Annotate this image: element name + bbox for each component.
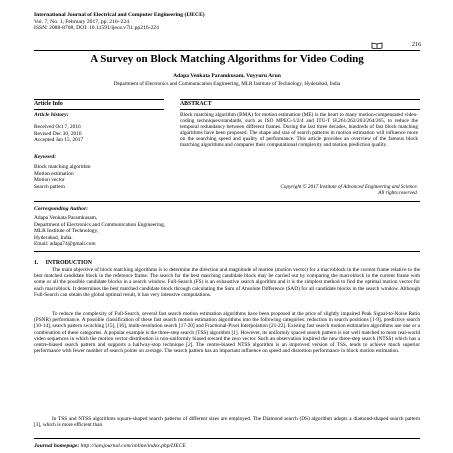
info-bottom-rule xyxy=(34,109,164,110)
abstract-text: Block matching algorithm (BMA) for motion estimation (ME) is the heart to many motion-compensated video-coding techniques/standards, such as ISO MPEG-1/2/4 and ITU-T H.261/262/263/264/265, to reduce the temporal redundancy between different frames. During the last three decades, hundreds of fast block matching algorithms have been proposed. The shape and size of search patterns in motion estimation will influence more on the searching speed and quality of performance. This article provides an overview of the famous block matching algorithms and compares their computational complexity and motion prediction quality. xyxy=(180,112,418,149)
abstract-top-rule xyxy=(180,99,420,100)
journal-header xyxy=(34,12,424,32)
corresponding-label: Corresponding Author: xyxy=(34,206,89,212)
corresponding-top-rule xyxy=(34,201,420,202)
journal-footer: Journal homepage: http://iaesjournal.com/online/index.php/IJECE xyxy=(34,443,186,449)
footer-label: Journal homepage xyxy=(34,443,78,449)
corresponding-line: Hyderabad, India. xyxy=(34,234,73,241)
corresponding-line: Department of Electronics and Communication Engineering, xyxy=(34,221,166,228)
intro-heading: 1. INTRODUCTION xyxy=(34,260,92,266)
copyright-line: Copyright © 2017 Institute of Advanced Engineering and Science. xyxy=(280,184,418,190)
journal-volume: Vol. 7, No. 1, February 2017, pp. 216~224 xyxy=(34,18,130,25)
keyword-label: Keyword: xyxy=(34,154,57,160)
abstract-bottom-rule xyxy=(180,109,420,110)
paper-authors: Adapa Venkata Paramkusam, Vuyyuru Arun xyxy=(173,73,281,79)
journal-homepage-link[interactable]: http://iaesjournal.com/online/index.php/IJECE xyxy=(80,443,186,449)
journal-issn: ISSN: 2088-8708, DOI: 10.11591/ijece.v7i1.pp216-224 xyxy=(34,25,159,32)
intro-paragraph-3: In TSS and NTSS algorithms square-shaped search patterns of different sizes are employed. The Diamond search (DS) algorithm adopts a diamond-shaped search pattern [3], which is more efficient than xyxy=(34,416,420,429)
corresponding-line: MLR Institute of Technology, xyxy=(34,228,99,234)
history-revised: Revised Dec 30, 2016 xyxy=(34,130,82,137)
history-received: Received Oct 7, 2016 xyxy=(34,124,81,130)
info-top-rule xyxy=(34,99,164,100)
corresponding-line: Adapa Venkata Paramkusam, xyxy=(34,215,98,221)
intro-paragraph-2: To reduce the complexity of Full-Search, several fast search motion estimation algorithms have been proposed at the price of slightly impaired Peak Signal-to-Noise Ratio (PSNR) performance. A possible classification of these fast search motion estimation algorithms into the following categories: reduction in search positions [1-9], predictive search [10-14], search pattern switching [15], [16], multi-resolution search [17-20] and Fractional-Pixel Interpolation [21-22]. Existing fast search motion estimation algorithms use one or a combination of these categories. A popular example is the three-step search (TSS) algorithm [1]. However, its uniformly spaced search pattern is not well matched to most real-world video sequences in which the motion vector distribution is non-uniformly biased toward the zero vector. Such an observation inspired the new three-step search (NTSS) which has a centre-biased search pattern and supports a halfway-stop technique [2]. The centre-biased NTSS algorithm is an improved version of TSS, tends to achieve much superior performance with fewer number of search points on average. The search pattern has an important influence on speed and distortion performance in block motion estimation. xyxy=(34,311,420,355)
keyword-item: Search pattern xyxy=(34,183,65,190)
paper-title: A Survey on Block Matching Algorithms for Video Coding xyxy=(90,53,364,65)
article-info-heading: Article Info xyxy=(34,101,63,107)
history-label: Article history: xyxy=(34,112,69,118)
corresponding-email: Email: adapa74@gmail.com xyxy=(34,241,96,247)
intro-paragraph-1: The main objective of block matching algorithms is to determine the direction and magnitude of motion (motion vector) for a macroblock in the current frame relative to the best matched candidate block in the reference frame. The search for the best matching candidate block may be carried out by comparing the macroblock in the current frame with some or all the possible candidate blocks in a search window. Full-Search (FS) is an exhaustive search algorithm and it is the simplest method to find the optimal motion vector for each macroblock. It determines the best matched candidate block through calculating the Sum of Absolute Difference (SAD) for all candidate blocks in the search window. Although Full-Search can obtain the global optimal result, it has very intensive computations. xyxy=(34,267,420,298)
footer-rule xyxy=(34,438,420,439)
history-accepted: Accepted Jan 15, 2017 xyxy=(34,137,84,143)
corresponding-bottom-rule xyxy=(34,251,420,252)
header-rule xyxy=(34,50,420,51)
abstract-heading: ABSTRACT xyxy=(180,101,212,107)
journal-name: International Journal of Electrical and Computer Engineering (IJECE) xyxy=(34,12,205,18)
copyright-rights: All rights reserved. xyxy=(378,190,418,197)
keyword-item: Motion estimation xyxy=(34,170,74,177)
book-icon xyxy=(371,42,383,49)
paper-affiliation: Department of Electronics and Communication Engineering, MLR Institute of Technology, Hyderabad, India xyxy=(113,81,341,87)
page-number: 216 xyxy=(412,42,421,48)
keyword-item: Motion vector xyxy=(34,177,65,183)
keyword-item: Block matching algorithm xyxy=(34,164,91,170)
copyright-notice xyxy=(180,184,418,196)
